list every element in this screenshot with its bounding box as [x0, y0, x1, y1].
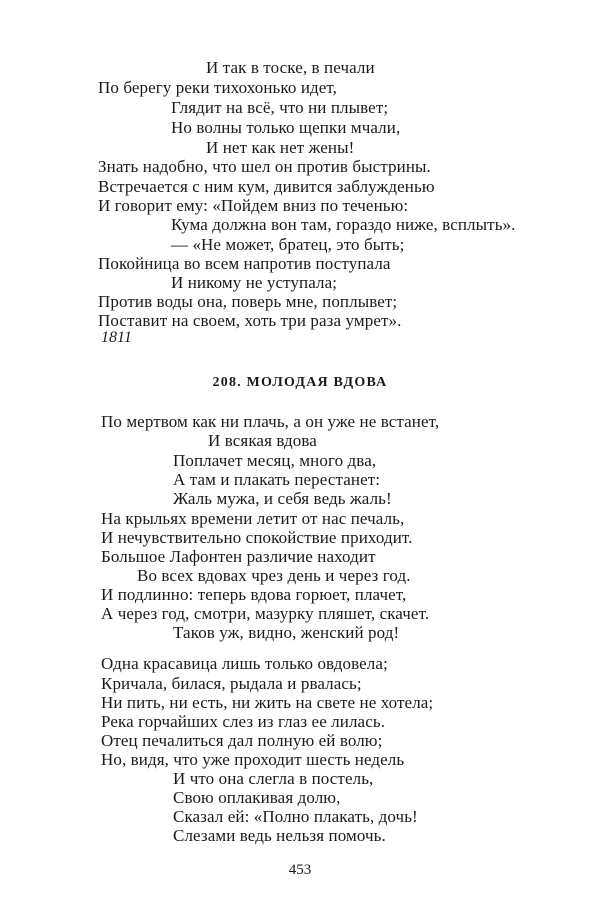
poem1-line: И говорит ему: «Пойдем вниз по теченью: — [98, 196, 409, 215]
poem1-line: Но волны только щепки мчали, — [171, 118, 401, 137]
poem2-line: А там и плакать перестанет: — [173, 470, 381, 489]
poem2-line: И нечувствительно спокойствие приходит. — [101, 528, 413, 547]
poem2-line: Свою оплакивая долю, — [173, 788, 341, 807]
poem2-line: Отец печалиться дал полную ей волю; — [101, 731, 383, 750]
poem1-line: Поставит на своем, хоть три раза умрет». — [98, 311, 402, 330]
poem2-line: Во всех вдовах чрез день и через год. — [137, 566, 411, 585]
poem2-line: Поплачет месяц, много два, — [173, 451, 377, 470]
page-number: 453 — [288, 862, 312, 878]
poem1-date: 1811 — [101, 329, 132, 346]
poem1-line: Глядит на всё, что ни плывет; — [171, 98, 389, 117]
poem2-line: Жаль мужа, и себя ведь жаль! — [173, 489, 392, 508]
poem1-line: И так в тоске, в печали — [206, 58, 375, 77]
poem2-line: И подлинно: теперь вдова горюет, плачет, — [101, 585, 407, 604]
poem2-line: Кричала, билася, рыдала и рвалась; — [101, 674, 362, 693]
poem1-line: И никому не уступала; — [171, 273, 338, 292]
poem2-line: Река горчайших слез из глаз ее лилась. — [101, 712, 386, 731]
poem1-line: Встречается с ним кум, дивится заблужденью — [98, 177, 435, 196]
poem2-line: Большое Лафонтен различие находит — [101, 547, 376, 566]
poem2-line: И что она слегла в постель, — [173, 769, 374, 788]
poem1-line: Знать надобно, что шел он против быстрины. — [98, 157, 431, 176]
poem1-line: И нет как нет жены! — [206, 138, 355, 157]
poem2-line: По мертвом как ни плачь, а он уже не встанет, — [101, 412, 440, 431]
poem-title: 208. МОЛОДАЯ ВДОВА — [212, 375, 388, 390]
poem2-line: На крыльях времени летит от нас печаль, — [101, 509, 405, 528]
poem2-line: Таков уж, видно, женский род! — [173, 623, 400, 642]
poem1-line: Покойница во всем напротив поступала — [98, 254, 391, 273]
poem2-line: Одна красавица лишь только овдовела; — [101, 654, 388, 673]
poem2-line: И всякая вдова — [208, 431, 317, 450]
poem1-line: — «Не может, братец, это быть; — [171, 235, 405, 254]
poem1-line: По берегу реки тихохонько идет, — [98, 78, 338, 97]
poem1-line: Против воды она, поверь мне, поплывет; — [98, 292, 398, 311]
poem2-line: Ни пить, ни есть, ни жить на свете не хотела; — [101, 693, 434, 712]
poem2-line: Сказал ей: «Полно плакать, дочь! — [173, 807, 418, 826]
poem2-line: Но, видя, что уже проходит шесть недель — [101, 750, 405, 769]
poem2-line: А через год, смотри, мазурку пляшет, скачет. — [101, 604, 430, 623]
poem2-line: Слезами ведь нельзя помочь. — [173, 826, 386, 845]
poem1-line: Кума должна вон там, гораздо ниже, всплыть». — [171, 215, 516, 234]
